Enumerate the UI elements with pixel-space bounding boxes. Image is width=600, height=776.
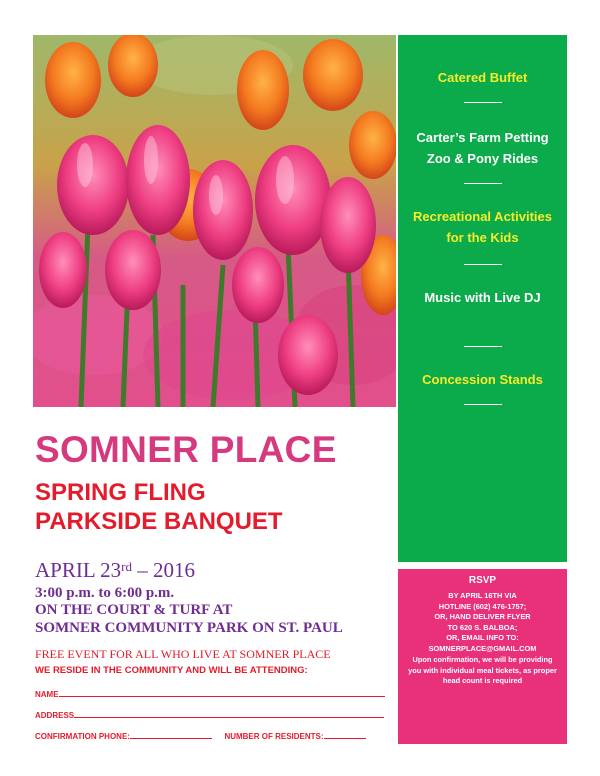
rsvp-box: [398, 569, 567, 744]
sidebar-divider: [464, 264, 502, 265]
activities-sidebar: [398, 35, 567, 562]
sidebar-divider: [464, 346, 502, 347]
event-title: SOMNER PLACE: [35, 429, 337, 470]
rsvp-instructions: [406, 591, 559, 654]
event-date: [35, 557, 195, 583]
date-month-day: APRIL 23: [35, 558, 122, 582]
date-suffix: rd: [121, 559, 132, 574]
rsvp-note: Upon confirmation, we will be providing you with individual meal tickets, as proper head count is required: [408, 655, 557, 685]
phone-label: CONFIRMATION PHONE:: [35, 732, 130, 741]
attending-note: WE RESIDE IN THE COMMUNITY AND WILL BE ATTENDING:: [35, 665, 308, 676]
rsvp-line: OR, HAND DELIVER FLYER: [434, 612, 531, 621]
sidebar-item-concession: Concession Stands: [422, 372, 543, 387]
date-year: – 2016: [132, 558, 195, 582]
rsvp-line: BY APRIL 16TH VIA: [448, 591, 517, 600]
tulip-photo: [33, 35, 396, 407]
sidebar-item-buffet: Catered Buffet: [437, 70, 528, 85]
rsvp-line: TO 620 S. BALBOA;: [447, 622, 518, 632]
phone-field[interactable]: [130, 730, 212, 739]
sidebar-item-music: Music with Live DJ: [424, 290, 541, 305]
sidebar-divider: [464, 183, 502, 184]
name-field[interactable]: [59, 688, 385, 697]
address-field-row: [35, 709, 384, 721]
event-location-line-1: ON THE COURT & TURF AT: [35, 602, 233, 618]
tulip-illustration: [33, 35, 396, 407]
name-label: NAME: [35, 690, 59, 699]
event-subtitle-banquet: PARKSIDE BANQUET: [35, 508, 283, 535]
phone-field-row: [35, 730, 366, 742]
residents-field[interactable]: [324, 730, 366, 739]
sidebar-item-petting-zoo: Carter’s Farm Petting Zoo & Pony Rides: [416, 130, 549, 166]
sidebar-item-recreational: Recreational Activities for the Kids: [413, 209, 552, 245]
address-field[interactable]: [74, 709, 384, 718]
rsvp-title: RSVP: [468, 575, 497, 586]
sidebar-divider: [464, 404, 502, 405]
residents-label: NUMBER OF RESIDENTS:: [224, 732, 324, 741]
sidebar-divider: [464, 102, 502, 103]
name-field-row: [35, 688, 385, 700]
free-event-note: FREE EVENT FOR ALL WHO LIVE AT SOMNER PLACE: [35, 647, 331, 661]
address-label: ADDRESS: [35, 711, 75, 720]
event-time: 3:00 p.m. to 6:00 p.m.: [35, 585, 175, 601]
rsvp-line: OR, EMAIL INFO TO:: [446, 633, 519, 642]
event-location-line-2: SOMNER COMMUNITY PARK ON ST. PAUL: [35, 620, 343, 636]
rsvp-line: HOTLINE (602) 476-1757;: [438, 601, 527, 611]
rsvp-email: SOMNERPLACE@GMAIL.COM: [428, 643, 537, 653]
event-subtitle-spring-fling: SPRING FLING: [35, 479, 206, 506]
